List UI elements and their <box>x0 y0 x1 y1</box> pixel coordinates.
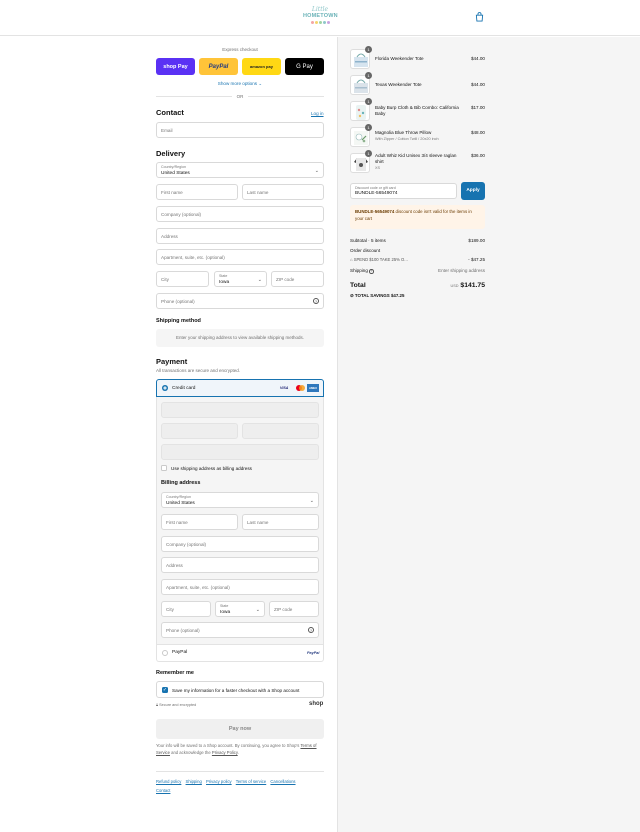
cart-bag-icon[interactable] <box>475 12 484 22</box>
email-field[interactable]: Email <box>156 122 324 138</box>
footer-link[interactable]: Privacy policy <box>206 779 232 784</box>
credit-card-option[interactable]: Credit card VISA AMEX <box>156 379 324 397</box>
billing-apartment-field[interactable]: Apartment, suite, etc. (optional) <box>161 579 319 595</box>
amazon-pay-button[interactable]: amazon pay <box>242 58 281 75</box>
item-price: $17.00 <box>470 105 485 110</box>
paypal-logo-icon: PayPal <box>307 650 320 655</box>
footer-link[interactable]: Terms of service <box>235 779 267 784</box>
discount-row: ⌂ SPEND $100 TAKE 25% O... - $47.25 <box>350 257 485 262</box>
company-field[interactable]: Company (optional) <box>156 206 324 222</box>
item-name: Adult Whiz Kid Unisex 3/4 sleeve raglan shirt XS <box>375 153 457 170</box>
item-variant: XS <box>375 166 381 170</box>
card-number-field[interactable] <box>161 402 319 418</box>
discount-code-field[interactable]: Discount code or gift card BUNDLE-56549074 <box>350 183 457 199</box>
quantity-badge: 1 <box>365 124 372 131</box>
chevron-down-icon: ⌄ <box>314 168 319 174</box>
secure-note: 🔒︎ Secure and encrypted <box>156 703 197 707</box>
security-code-field[interactable] <box>242 423 319 439</box>
express-checkout-title: Express checkout <box>222 47 258 52</box>
shipping-row: Shipping ? Enter shipping address <box>350 268 485 273</box>
subtotal-row: Subtotal · 5 items $189.00 <box>350 238 485 243</box>
payment-subtitle: All transactions are secure and encrypted. <box>156 368 241 373</box>
last-name-field[interactable]: Last name <box>242 184 324 200</box>
footer-link[interactable]: Contact <box>156 788 171 793</box>
shipping-method-note: Enter your shipping address to view available shipping methods. <box>156 329 324 347</box>
billing-address-heading: Billing address <box>161 480 201 486</box>
quantity-badge: 1 <box>365 46 372 53</box>
amex-icon: AMEX <box>308 386 318 390</box>
help-icon[interactable]: ? <box>309 628 313 633</box>
billing-city-field[interactable]: City <box>161 601 211 617</box>
help-icon[interactable]: ? <box>314 299 318 304</box>
item-name: Baby Burp Cloth & Bib Combo: California Baby <box>375 105 459 116</box>
google-pay-button[interactable]: G Pay <box>285 58 324 75</box>
paypal-option[interactable]: PayPal PayPal <box>156 645 324 662</box>
zip-field[interactable]: ZIP code <box>271 271 324 287</box>
total-savings-row: ⊘ TOTAL SAVINGS $47.25 <box>350 293 405 298</box>
billing-country-select[interactable]: Country/Region United States ⌄ <box>161 492 319 508</box>
cart-item <box>350 153 485 177</box>
name-on-card-field[interactable] <box>161 444 319 460</box>
expiration-field[interactable] <box>161 423 238 439</box>
discount-error-banner: BUNDLE-56549074 discount code isn't valid for the items in your cart <box>350 205 485 229</box>
radio-selected[interactable] <box>162 385 168 391</box>
item-price: $48.00 <box>470 130 485 135</box>
radio-unselected[interactable] <box>162 650 168 656</box>
checkbox-checked-icon[interactable]: ✓ <box>162 687 168 693</box>
help-icon[interactable]: ? <box>370 269 373 273</box>
country-select[interactable]: Country/Region United States ⌄ <box>156 162 324 178</box>
address-field[interactable]: Address <box>156 228 324 244</box>
tag-icon: ⊘ <box>350 293 354 298</box>
cart-item <box>350 75 485 97</box>
footer-link[interactable]: Cancellations <box>270 779 296 784</box>
cart-item <box>350 127 485 149</box>
item-variant: With Zipper / Cotton Twill / 20x20 inch <box>375 137 439 141</box>
apartment-field[interactable]: Apartment, suite, etc. (optional) <box>156 249 324 265</box>
lock-icon: 🔒︎ <box>156 703 159 707</box>
first-name-field[interactable]: First name <box>156 184 238 200</box>
billing-company-field[interactable]: Company (optional) <box>161 536 319 552</box>
billing-zip-field[interactable]: ZIP code <box>269 601 319 617</box>
footer-links <box>156 777 324 795</box>
cart-item <box>350 49 485 71</box>
cart-item <box>350 101 485 123</box>
privacy-link[interactable]: Privacy Policy <box>211 749 238 755</box>
use-shipping-checkbox[interactable] <box>161 465 167 471</box>
total-row: Total USD $141.75 <box>350 282 485 289</box>
visa-icon: VISA <box>280 385 289 390</box>
or-divider-label: OR <box>232 94 248 99</box>
footer-link[interactable]: Refund policy <box>156 779 182 784</box>
quantity-badge: 1 <box>365 98 372 105</box>
tag-icon: ⌂ <box>350 257 353 262</box>
item-name: Magnolia Blue Throw Pillow With Zipper / Cotton Twill / 20x20 inch <box>375 130 439 141</box>
save-info-option[interactable]: ✓ Save my information for a faster checkout with a Shop account <box>156 681 324 698</box>
shop-pay-button[interactable]: shop Pay <box>156 58 195 75</box>
phone-field[interactable]: Phone (optional) ? <box>156 293 324 309</box>
shipping-method-heading: Shipping method <box>156 318 201 324</box>
item-name: Florida Weekender Tote <box>375 56 424 61</box>
shop-logo: shop <box>309 701 324 707</box>
paypal-button[interactable]: PayPal <box>199 58 238 75</box>
item-price: $36.00 <box>470 153 485 158</box>
billing-state-select[interactable]: State Iowa ⌄ <box>215 601 265 617</box>
billing-first-name-field[interactable]: First name <box>161 514 238 530</box>
remember-me-heading: Remember me <box>156 670 194 676</box>
brand-logo[interactable]: Little HOMETOWN <box>303 6 337 28</box>
pay-now-button[interactable]: Pay now <box>156 719 324 739</box>
billing-last-name-field[interactable]: Last name <box>242 514 319 530</box>
delivery-heading: Delivery <box>156 149 186 158</box>
chevron-down-icon: ⌄ <box>309 498 314 504</box>
terms-link[interactable]: Terms of Service <box>156 743 317 755</box>
quantity-badge: 1 <box>365 72 372 79</box>
header <box>0 0 640 36</box>
logo-dots <box>303 21 337 24</box>
city-field[interactable]: City <box>156 271 209 287</box>
billing-address-field[interactable]: Address <box>161 557 319 573</box>
item-name: Texas Weekender Tote <box>375 82 422 87</box>
item-price: $44.00 <box>470 56 485 61</box>
footer-link[interactable]: Shipping <box>185 779 202 784</box>
order-discount-label: Order discount <box>350 248 381 253</box>
payment-heading: Payment <box>156 357 188 366</box>
state-select[interactable]: State Iowa ⌄ <box>214 271 267 287</box>
chevron-down-icon: ⌄ <box>257 277 262 283</box>
divider <box>156 771 324 772</box>
legal-text: Your info will be saved to a Shop account. By continuing, you agree to Shop's Terms of Service and acknowledge the Privacy Policy. <box>156 743 317 755</box>
mastercard-icon <box>295 385 305 391</box>
contact-heading: Contact <box>156 108 184 117</box>
apply-discount-button[interactable]: Apply <box>461 182 485 200</box>
billing-phone-field[interactable]: Phone (optional) ? <box>161 622 319 638</box>
use-shipping-label: Use shipping address as billing address <box>171 466 252 471</box>
chevron-down-icon: ⌄ <box>255 607 260 613</box>
item-price: $44.00 <box>470 82 485 87</box>
login-link[interactable]: Log in <box>311 111 324 116</box>
show-more-options-link[interactable]: Show more options ⌄ <box>217 81 263 86</box>
quantity-badge: 1 <box>365 150 372 157</box>
